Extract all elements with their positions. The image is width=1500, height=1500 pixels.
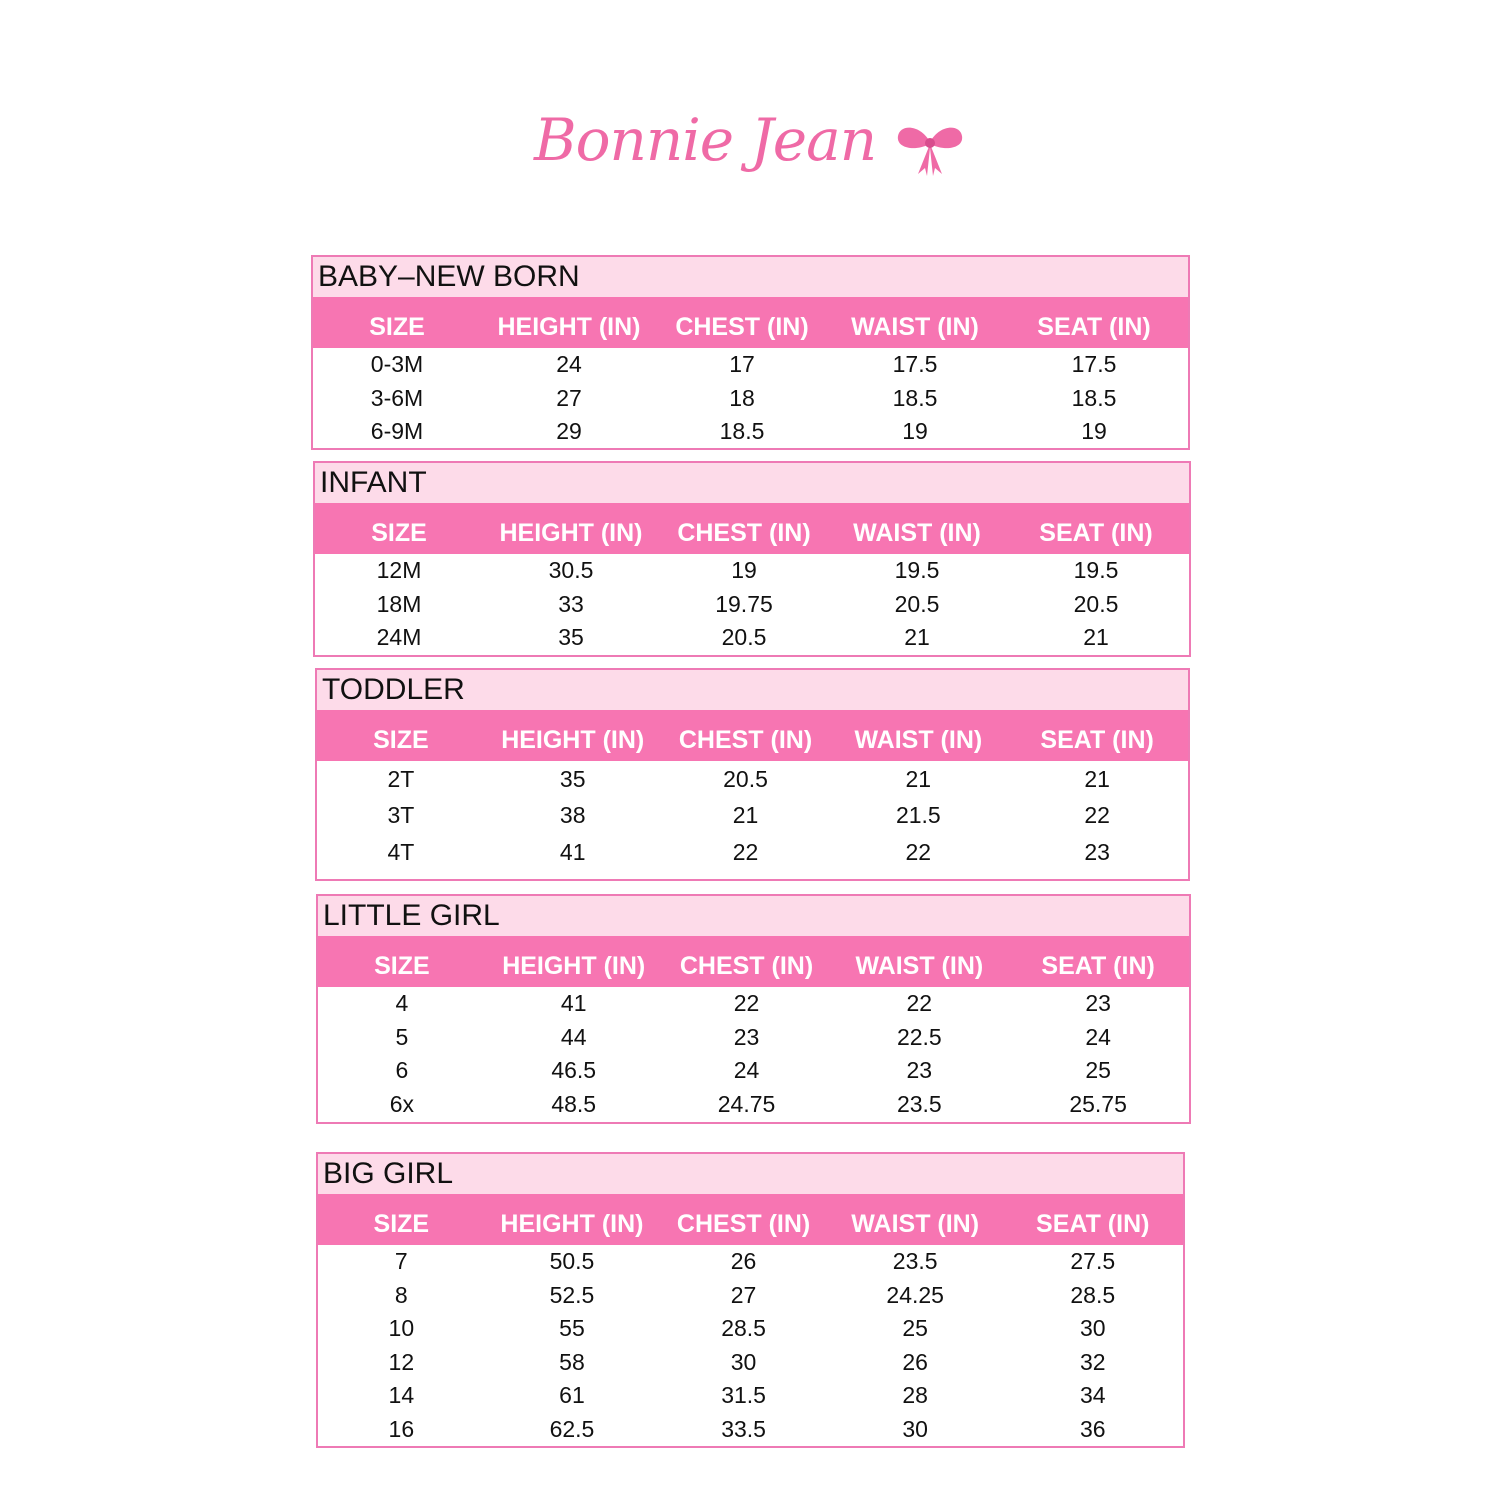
- table-cell: 58: [559, 1348, 585, 1375]
- table-cell: 61: [559, 1382, 585, 1409]
- table-cell: 30.5: [548, 557, 594, 584]
- column-header: SEAT (IN): [1040, 726, 1154, 754]
- column-header: SEAT (IN): [1037, 313, 1151, 341]
- table-cell: 44: [560, 1023, 587, 1050]
- table-cell: 19: [731, 557, 757, 584]
- table-cell: 7: [394, 1248, 408, 1275]
- table-cell: 22: [1084, 802, 1110, 829]
- column-header: CHEST (IN): [675, 313, 809, 341]
- table-cell: 27: [556, 384, 582, 411]
- table-cell: 24M: [376, 624, 422, 651]
- table-cell: 34: [1079, 1382, 1106, 1409]
- table-cell: 23: [733, 1023, 760, 1050]
- table-cell: 17.5: [1071, 351, 1117, 378]
- table-row: [318, 1054, 1189, 1088]
- table-row: [315, 621, 1189, 655]
- table-cell: 30: [902, 1415, 928, 1442]
- table-cell: 19.75: [715, 590, 773, 617]
- table-cell: 26: [730, 1248, 757, 1275]
- table-cell: 19: [902, 418, 928, 445]
- section-title: BABY–NEW BORN: [313, 257, 1188, 297]
- table-cell: 35: [559, 765, 586, 792]
- table-cell: 3T: [387, 802, 415, 829]
- table-cell: 21: [1084, 765, 1110, 792]
- table-cell: 22: [732, 838, 759, 865]
- table-cell: 6: [395, 1057, 409, 1084]
- table-cell: 48.5: [551, 1091, 597, 1118]
- brand-name: Bonnie Jean: [534, 106, 877, 174]
- table-cell: 50.5: [549, 1248, 595, 1275]
- table-row: [315, 588, 1189, 622]
- table-cell: 12M: [376, 557, 422, 584]
- table-cell: 24: [733, 1057, 760, 1084]
- column-header-row: [315, 503, 1189, 554]
- table-cell: 52.5: [549, 1281, 595, 1308]
- table-cell: 21: [1083, 624, 1109, 651]
- column-header: WAIST (IN): [854, 726, 983, 754]
- table-cell: 26: [902, 1348, 928, 1375]
- table-row: [318, 1379, 1183, 1413]
- column-header: SEAT (IN): [1041, 952, 1155, 980]
- table-cell: 23.5: [892, 1248, 938, 1275]
- column-header: SIZE: [371, 519, 427, 547]
- column-header: SEAT (IN): [1036, 1210, 1150, 1238]
- table-cell: 46.5: [551, 1057, 597, 1084]
- table-cell: 21: [904, 624, 930, 651]
- column-header: HEIGHT (IN): [499, 519, 643, 547]
- table-row: [318, 1312, 1183, 1346]
- section-little-girl: [316, 894, 1191, 1124]
- table-cell: 23.5: [896, 1091, 942, 1118]
- section-big-girl: [316, 1152, 1185, 1448]
- table-row: [318, 1088, 1189, 1122]
- table-row: [315, 554, 1189, 588]
- table-row: [313, 382, 1188, 416]
- table-cell: 20.5: [723, 765, 768, 792]
- table-cell: 25: [1085, 1057, 1111, 1084]
- table-cell: 24.25: [886, 1281, 944, 1308]
- table-cell: 21: [732, 802, 759, 829]
- column-header-row: [318, 1194, 1183, 1245]
- table-cell: 18.5: [892, 384, 938, 411]
- section-baby-newborn: [311, 255, 1190, 450]
- table-cell: 4T: [387, 838, 415, 865]
- section-title: INFANT: [315, 463, 1189, 503]
- section-title: LITTLE GIRL: [318, 896, 1189, 936]
- table-row: [318, 1245, 1183, 1279]
- column-header: WAIST (IN): [855, 952, 984, 980]
- table-cell: 19.5: [1073, 557, 1119, 584]
- table-cell: 16: [388, 1415, 415, 1442]
- column-header: SIZE: [373, 1210, 430, 1238]
- table-cell: 25: [902, 1315, 928, 1342]
- column-header-row: [313, 297, 1188, 348]
- table-cell: 28.5: [1070, 1281, 1116, 1308]
- table-cell: 25.75: [1069, 1091, 1127, 1118]
- column-header: SEAT (IN): [1039, 519, 1153, 547]
- table-cell: 4: [395, 990, 409, 1017]
- table-cell: 19.5: [894, 557, 940, 584]
- table-cell: 28.5: [721, 1315, 766, 1342]
- table-cell: 22: [733, 990, 760, 1017]
- table-cell: 33: [558, 590, 584, 617]
- table-cell: 17.5: [892, 351, 938, 378]
- column-header-row: [318, 936, 1189, 987]
- section-title: BIG GIRL: [318, 1154, 1183, 1194]
- table-cell: 62.5: [549, 1415, 595, 1442]
- column-header: WAIST (IN): [851, 313, 979, 341]
- table-row: [318, 1413, 1183, 1447]
- table-cell: 5: [395, 1023, 409, 1050]
- column-header: HEIGHT (IN): [500, 1210, 644, 1238]
- table-cell: 3-6M: [370, 384, 424, 411]
- bow-icon: [894, 120, 966, 180]
- column-header: SIZE: [369, 313, 425, 341]
- table-row: [318, 1346, 1183, 1380]
- table-cell: 20.5: [1073, 590, 1119, 617]
- column-header: CHEST (IN): [677, 519, 811, 547]
- table-row: [317, 761, 1188, 798]
- table-cell: 31.5: [721, 1382, 766, 1409]
- column-header: SIZE: [374, 952, 430, 980]
- table-cell: 18: [729, 384, 755, 411]
- table-cell: 28: [902, 1382, 928, 1409]
- brand-logo: [530, 100, 980, 190]
- table-cell: 41: [560, 990, 587, 1017]
- table-cell: 17: [729, 351, 755, 378]
- column-header: CHEST (IN): [679, 952, 814, 980]
- table-cell: 23: [1084, 838, 1110, 865]
- column-header: CHEST (IN): [678, 726, 813, 754]
- table-cell: 18.5: [1071, 384, 1117, 411]
- table-cell: 38: [559, 802, 586, 829]
- table-row: [317, 798, 1188, 835]
- column-header: WAIST (IN): [853, 519, 981, 547]
- table-cell: 20.5: [721, 624, 767, 651]
- section-infant: [313, 461, 1191, 657]
- table-cell: 8: [394, 1281, 408, 1308]
- table-cell: 23: [906, 1057, 933, 1084]
- table-row: [318, 987, 1189, 1021]
- table-cell: 18.5: [719, 418, 765, 445]
- table-cell: 0-3M: [370, 351, 424, 378]
- column-header: HEIGHT (IN): [502, 952, 646, 980]
- table-cell: 24.75: [717, 1091, 776, 1118]
- table-cell: 29: [556, 418, 582, 445]
- table-cell: 24: [556, 351, 582, 378]
- table-cell: 22: [905, 838, 932, 865]
- table-row: [318, 1021, 1189, 1055]
- table-cell: 36: [1079, 1415, 1106, 1442]
- table-cell: 12: [388, 1348, 415, 1375]
- table-cell: 10: [388, 1315, 415, 1342]
- column-header-row: [317, 710, 1188, 761]
- section-toddler: [315, 668, 1190, 881]
- table-cell: 22.5: [896, 1023, 942, 1050]
- table-cell: 18M: [376, 590, 422, 617]
- column-header: HEIGHT (IN): [501, 726, 645, 754]
- table-row: [318, 1279, 1183, 1313]
- table-cell: 6-9M: [370, 418, 424, 445]
- column-header: CHEST (IN): [676, 1210, 811, 1238]
- column-header: HEIGHT (IN): [497, 313, 641, 341]
- table-cell: 27.5: [1070, 1248, 1116, 1275]
- table-cell: 55: [559, 1315, 585, 1342]
- table-cell: 21: [905, 765, 932, 792]
- table-cell: 14: [388, 1382, 415, 1409]
- table-cell: 27: [730, 1281, 757, 1308]
- table-cell: 20.5: [894, 590, 940, 617]
- table-cell: 22: [906, 990, 933, 1017]
- column-header: SIZE: [373, 726, 429, 754]
- table-cell: 2T: [387, 765, 415, 792]
- table-row: [317, 834, 1188, 871]
- table-cell: 21.5: [895, 802, 941, 829]
- table-cell: 24: [1085, 1023, 1111, 1050]
- table-row: [313, 415, 1188, 449]
- section-title: TODDLER: [317, 670, 1188, 710]
- table-cell: 33.5: [721, 1415, 766, 1442]
- table-cell: 35: [558, 624, 584, 651]
- table-cell: 6x: [389, 1091, 415, 1118]
- table-cell: 32: [1079, 1348, 1106, 1375]
- table-row: [313, 348, 1188, 382]
- table-cell: 41: [559, 838, 586, 865]
- table-cell: 19: [1081, 418, 1107, 445]
- table-cell: 23: [1085, 990, 1111, 1017]
- column-header: WAIST (IN): [851, 1210, 980, 1238]
- table-cell: 30: [1079, 1315, 1106, 1342]
- table-cell: 30: [730, 1348, 757, 1375]
